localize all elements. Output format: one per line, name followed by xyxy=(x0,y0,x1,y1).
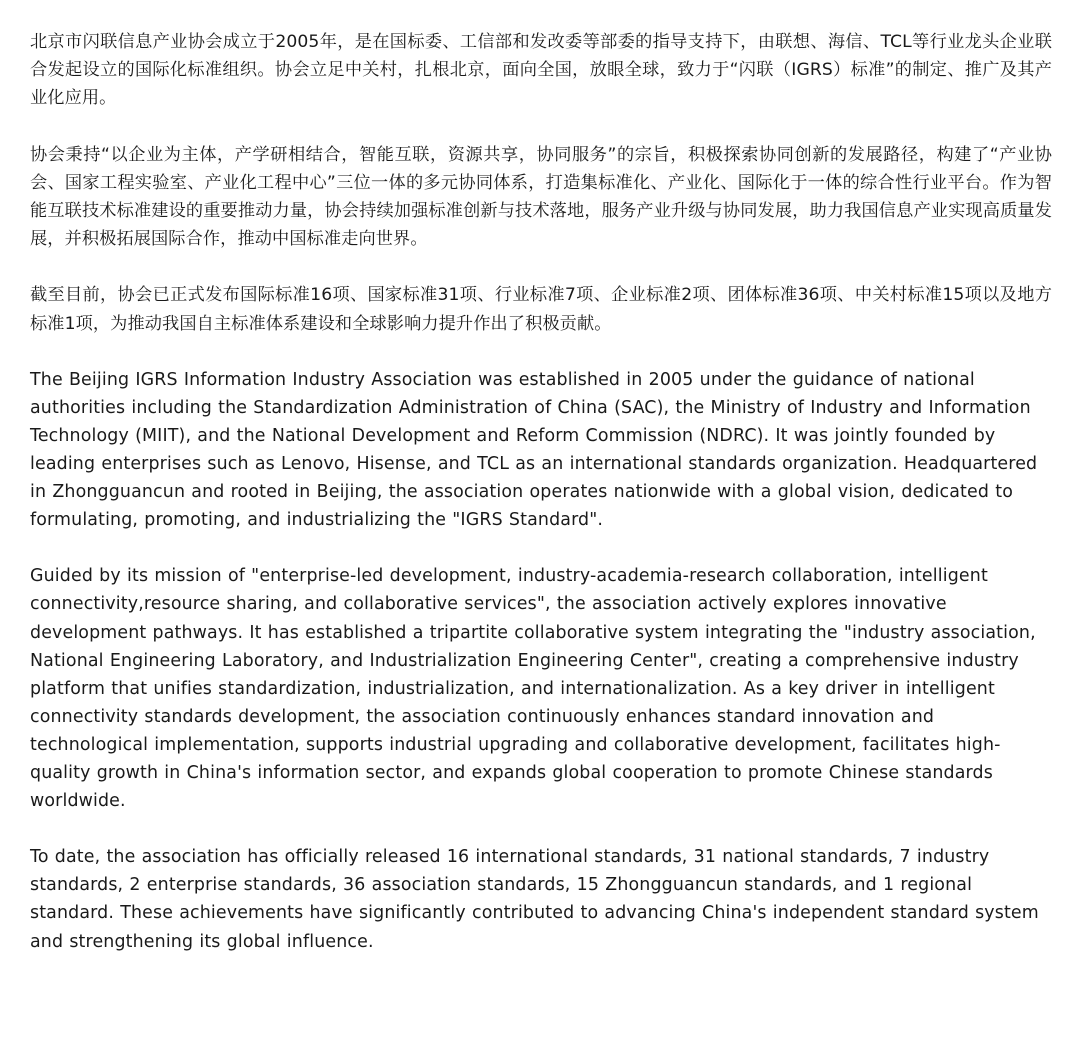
document-body xyxy=(30,28,1052,984)
intro-paragraph-zh: 北京市闪联信息产业协会成立于2005年，是在国标委、工信部和发改委等部委的指导支持下，由联想、海信、TCL等行业龙头企业联合发起设立的国际化标准组织。协会立足中关村，扎根北京，面向全国，放眼全球，致力于“闪联（IGRS）标准”的制定、推广及其产业化应用。 xyxy=(30,32,1052,109)
achievements-paragraph-en: To date, the association has officially released 16 international standards, 31 national standards, 7 industry standards, 2 enterprise standards, 36 association standards, 15 Zhongguancun standards, and 1 regional standard. These achievements have significantly contributed to advancing China's independent standard system and strengthening its global influence. xyxy=(30,847,1039,952)
mission-paragraph-zh: 协会秉持“以企业为主体，产学研相结合，智能互联，资源共享，协同服务”的宗旨，积极探索协同创新的发展路径，构建了“产业协会、国家工程实验室、产业化工程中心”三位一体的多元协同体系，打造集标准化、产业化、国际化于一体的综合性行业平台。作为智能互联技术标准建设的重要推动力量，协会持续加强标准创新与技术落地，服务产业升级与协同发展，助力我国信息产业实现高质量发展，并积极拓展国际合作，推动中国标准走向世界。 xyxy=(30,144,1052,250)
achievements-paragraph-zh: 截至目前，协会已正式发布国际标准16项、国家标准31项、行业标准7项、企业标准2项、团体标准36项、中关村标准15项以及地方标准1项，为推动我国自主标准体系建设和全球影响力提升作出了积极贡献。 xyxy=(30,285,1052,334)
mission-paragraph-en: Guided by its mission of "enterprise-led development, industry-academia-research collaboration, intelligent connectivity,resource sharing, and collaborative services", the association actively explores innovative development pathways. It has established a tripartite collaborative system integrating the "industry association, National Engineering Laboratory, and Industrialization Engineering Center", creating a comprehensive industry platform that unifies standardization, industrialization, and internationalization. As a key driver in intelligent connectivity standards development, the association continuously enhances standard innovation and technological implementation, supports industrial upgrading and collaborative development, facilitates high-quality growth in China's information sector, and expands global cooperation to promote Chinese standards worldwide. xyxy=(30,566,1036,812)
intro-paragraph-en: The Beijing IGRS Information Industry Association was established in 2005 under the guidance of national authorities including the Standardization Administration of China (SAC), the Ministry of Industry and Information Technology (MIIT), and the National Development and Reform Commission (NDRC). It was jointly founded by leading enterprises such as Lenovo, Hisense, and TCL as an international standards organization. Headquartered in Zhongguancun and rooted in Beijing, the association operates nationwide with a global vision, dedicated to formulating, promoting, and industrializing the "IGRS Standard". xyxy=(30,369,1038,531)
